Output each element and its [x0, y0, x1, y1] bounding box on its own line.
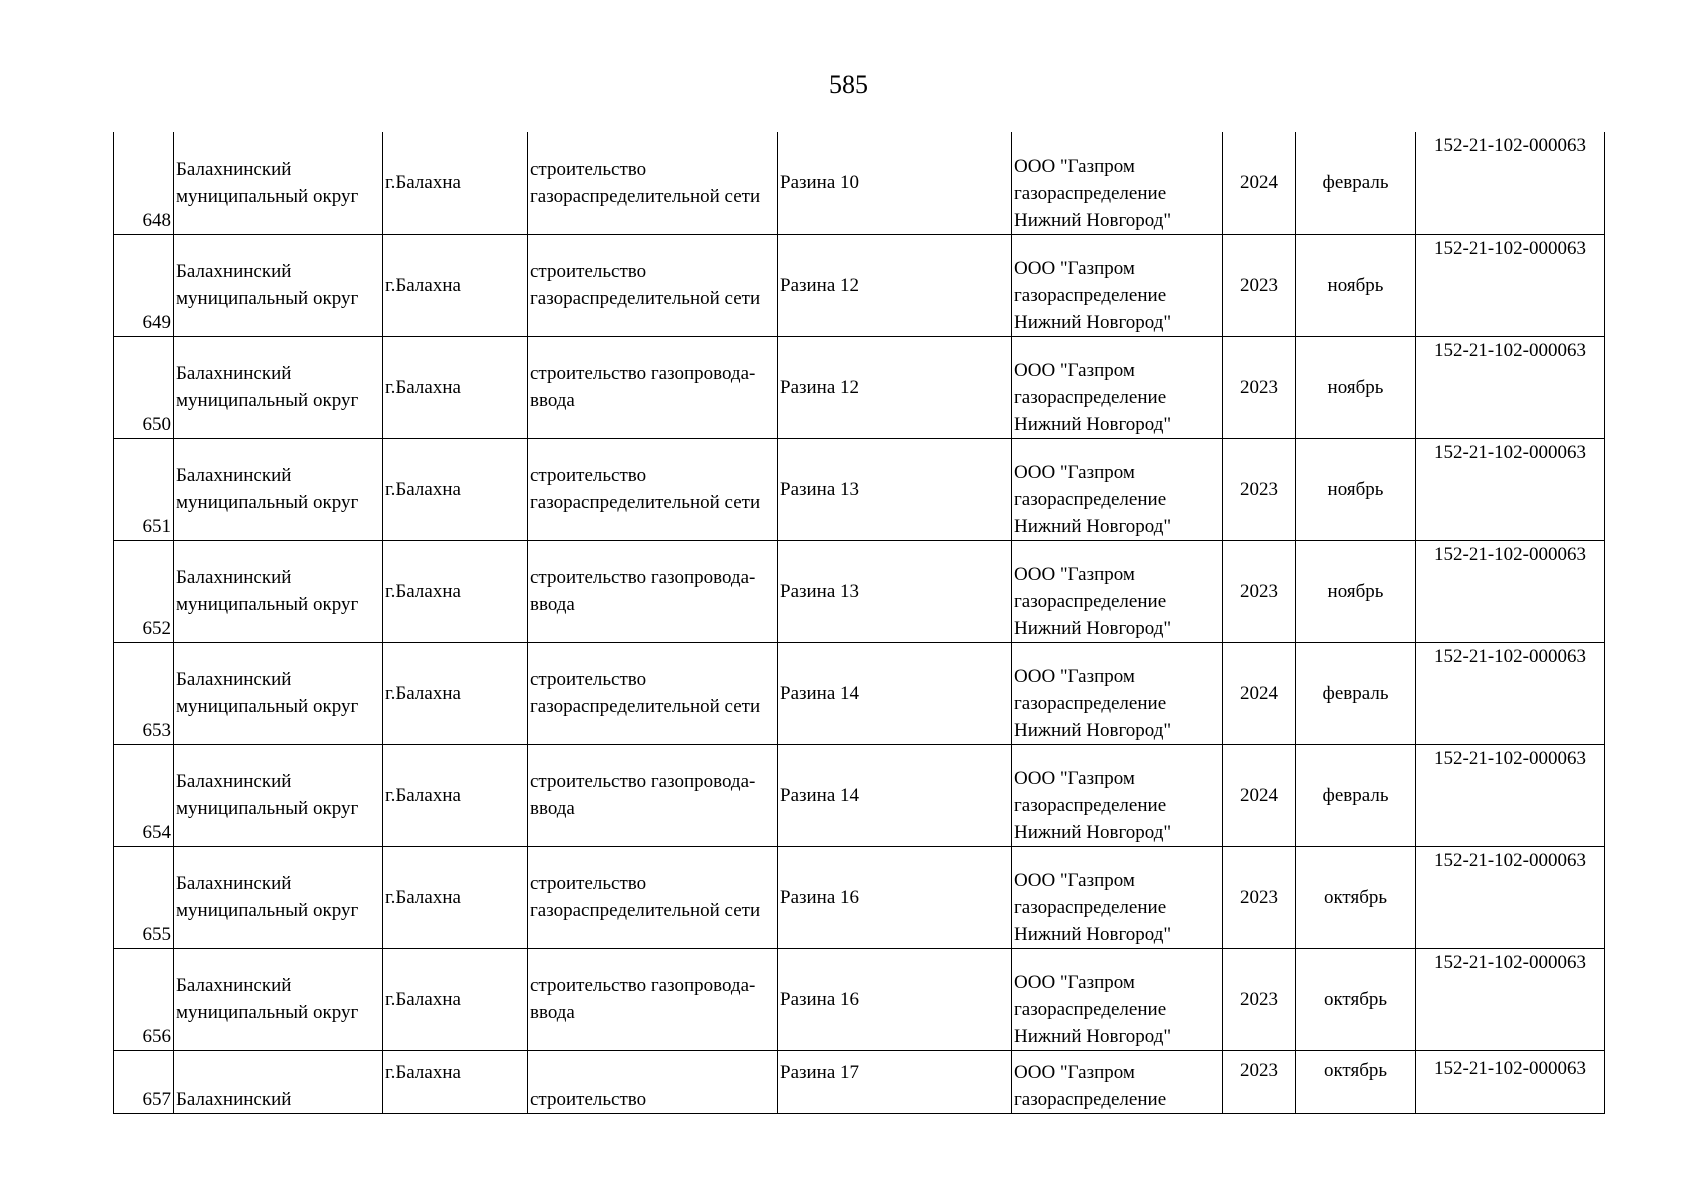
year-cell: 2023 [1223, 438, 1296, 540]
row-number-cell: 649 [114, 234, 174, 336]
district-cell [174, 540, 383, 642]
year-cell: 2024 [1223, 642, 1296, 744]
city-cell: г.Балахна [383, 540, 528, 642]
organization-cell-line: газораспределение [1014, 488, 1167, 510]
work-type-cell-line: ввода [530, 594, 575, 615]
work-type-cell-line: ввода [530, 1002, 575, 1023]
code-cell: 152-21-102-000063 [1416, 234, 1605, 336]
code-cell: 152-21-102-000063 [1416, 1050, 1605, 1113]
organization-cell [1012, 744, 1223, 846]
work-type-cell-line: строительство [530, 1088, 647, 1110]
work-type-cell-line: газораспределительной сети [530, 185, 761, 207]
year-cell: 2024 [1223, 744, 1296, 846]
month-cell: ноябрь [1296, 438, 1416, 540]
year-cell: 2023 [1223, 336, 1296, 438]
table-row [114, 540, 1605, 642]
district-cell-line: муниципальный округ [176, 594, 359, 615]
city-cell: г.Балахна [383, 846, 528, 948]
work-type-cell [528, 1050, 778, 1113]
table-row [114, 234, 1605, 336]
month-cell: февраль [1296, 132, 1416, 234]
registry-table [113, 132, 1605, 1114]
code-cell: 152-21-102-000063 [1416, 132, 1605, 234]
code-cell: 152-21-102-000063 [1416, 438, 1605, 540]
district-cell-line: муниципальный округ [176, 492, 359, 513]
street-cell: Разина 12 [778, 234, 1012, 336]
street-cell: Разина 13 [778, 438, 1012, 540]
organization-cell-line: ООО "Газпром [1014, 359, 1135, 381]
year-cell: 2023 [1223, 846, 1296, 948]
table-row [114, 948, 1605, 1050]
row-number-cell: 651 [114, 438, 174, 540]
work-type-cell-line: строительство [530, 261, 647, 282]
organization-cell-line: Нижний Новгород" [1014, 413, 1172, 435]
row-number-cell: 653 [114, 642, 174, 744]
work-type-cell-line: строительство газопровода- [530, 567, 756, 588]
district-cell [174, 132, 383, 234]
work-type-cell-line: строительство газопровода- [530, 363, 756, 384]
work-type-cell [528, 132, 778, 234]
organization-cell-line: газораспределение [1014, 386, 1167, 408]
district-cell-line: муниципальный округ [176, 288, 359, 309]
organization-cell-line: газораспределение [1014, 182, 1167, 204]
city-cell: г.Балахна [383, 132, 528, 234]
table-body [114, 132, 1605, 1113]
work-type-cell-line: ввода [530, 390, 575, 411]
district-cell [174, 234, 383, 336]
work-type-cell-line: строительство [530, 158, 647, 180]
district-cell-line: муниципальный округ [176, 185, 359, 207]
organization-cell-line: Нижний Новгород" [1014, 515, 1172, 537]
organization-cell-line: ООО "Газпром [1014, 461, 1135, 483]
work-type-cell-line: строительство [530, 465, 647, 486]
row-number-cell: 655 [114, 846, 174, 948]
organization-cell-line: газораспределение [1014, 794, 1167, 816]
code-cell: 152-21-102-000063 [1416, 846, 1605, 948]
district-cell [174, 642, 383, 744]
work-type-cell [528, 336, 778, 438]
district-cell-line: муниципальный округ [176, 798, 359, 819]
work-type-cell-line: ввода [530, 798, 575, 819]
work-type-cell-line: газораспределительной сети [530, 900, 761, 921]
table-row [114, 846, 1605, 948]
district-cell-line: Балахнинский [176, 465, 292, 486]
work-type-cell-line: строительство [530, 873, 647, 894]
district-cell-line: Балахнинский [176, 669, 292, 690]
organization-cell-line: ООО "Газпром [1014, 869, 1135, 891]
organization-cell-line: ООО "Газпром [1014, 155, 1135, 177]
district-cell-line: Балахнинский [176, 873, 292, 894]
street-cell: Разина 10 [778, 132, 1012, 234]
organization-cell-line: газораспределение [1014, 590, 1167, 612]
work-type-cell-line: строительство газопровода- [530, 771, 756, 792]
organization-cell-line: ООО "Газпром [1014, 563, 1135, 585]
code-cell: 152-21-102-000063 [1416, 948, 1605, 1050]
organization-cell-line: ООО "Газпром [1014, 971, 1135, 993]
district-cell-line: Балахнинский [176, 771, 292, 792]
organization-cell-line: Нижний Новгород" [1014, 617, 1172, 639]
street-cell: Разина 16 [778, 846, 1012, 948]
district-cell [174, 438, 383, 540]
month-cell: ноябрь [1296, 540, 1416, 642]
city-cell: г.Балахна [383, 1050, 528, 1113]
year-cell: 2023 [1223, 234, 1296, 336]
district-cell-line: муниципальный округ [176, 1002, 359, 1023]
work-type-cell-line: строительство [530, 669, 647, 690]
district-cell [174, 948, 383, 1050]
work-type-cell-line: строительство газопровода- [530, 975, 756, 996]
street-cell: Разина 14 [778, 642, 1012, 744]
table-row [114, 744, 1605, 846]
street-cell: Разина 16 [778, 948, 1012, 1050]
organization-cell-line: Нижний Новгород" [1014, 209, 1172, 231]
city-cell: г.Балахна [383, 744, 528, 846]
row-number-cell: 652 [114, 540, 174, 642]
code-cell: 152-21-102-000063 [1416, 540, 1605, 642]
row-number-cell: 657 [114, 1050, 174, 1113]
district-cell-line: Балахнинский [176, 1088, 292, 1110]
organization-cell-line: ООО "Газпром [1014, 257, 1135, 279]
city-cell: г.Балахна [383, 234, 528, 336]
organization-cell [1012, 1050, 1223, 1113]
code-cell: 152-21-102-000063 [1416, 744, 1605, 846]
work-type-cell [528, 540, 778, 642]
table-row [114, 1050, 1605, 1113]
organization-cell-line: Нижний Новгород" [1014, 1025, 1172, 1047]
organization-cell-line: газораспределение [1014, 896, 1167, 918]
month-cell: октябрь [1296, 948, 1416, 1050]
organization-cell [1012, 234, 1223, 336]
table-row [114, 642, 1605, 744]
month-cell: февраль [1296, 642, 1416, 744]
city-cell: г.Балахна [383, 438, 528, 540]
organization-cell [1012, 132, 1223, 234]
city-cell: г.Балахна [383, 642, 528, 744]
organization-cell [1012, 438, 1223, 540]
district-cell [174, 846, 383, 948]
code-cell: 152-21-102-000063 [1416, 336, 1605, 438]
organization-cell-line: газораспределение [1014, 998, 1167, 1020]
row-number-cell: 656 [114, 948, 174, 1050]
work-type-cell [528, 642, 778, 744]
district-cell [174, 336, 383, 438]
organization-cell-line: Нижний Новгород" [1014, 923, 1172, 945]
organization-cell-line: ООО "Газпром [1014, 665, 1135, 687]
street-cell: Разина 17 [778, 1050, 1012, 1113]
organization-cell-line: Нижний Новгород" [1014, 719, 1172, 741]
work-type-cell [528, 846, 778, 948]
organization-cell-line: газораспределение [1014, 1088, 1167, 1110]
organization-cell-line: ООО "Газпром [1014, 767, 1135, 789]
district-cell-line: Балахнинский [176, 158, 292, 180]
organization-cell [1012, 642, 1223, 744]
work-type-cell [528, 948, 778, 1050]
district-cell-line: муниципальный округ [176, 696, 359, 717]
year-cell: 2023 [1223, 540, 1296, 642]
month-cell: февраль [1296, 744, 1416, 846]
page-number: 585 [829, 70, 868, 99]
organization-cell-line: ООО "Газпром [1014, 1061, 1135, 1083]
work-type-cell-line: газораспределительной сети [530, 492, 761, 513]
district-cell-line: муниципальный округ [176, 900, 359, 921]
table-row [114, 132, 1605, 234]
city-cell: г.Балахна [383, 948, 528, 1050]
street-cell: Разина 14 [778, 744, 1012, 846]
organization-cell [1012, 846, 1223, 948]
district-cell-line: муниципальный округ [176, 390, 359, 411]
year-cell: 2023 [1223, 1050, 1296, 1113]
table-row [114, 438, 1605, 540]
organization-cell [1012, 948, 1223, 1050]
organization-cell-line: газораспределение [1014, 284, 1167, 306]
organization-cell-line: Нижний Новгород" [1014, 311, 1172, 333]
table-row [114, 336, 1605, 438]
street-cell: Разина 13 [778, 540, 1012, 642]
district-cell [174, 1050, 383, 1113]
organization-cell-line: газораспределение [1014, 692, 1167, 714]
district-cell [174, 744, 383, 846]
year-cell: 2023 [1223, 948, 1296, 1050]
organization-cell [1012, 540, 1223, 642]
row-number-cell: 648 [114, 132, 174, 234]
district-cell-line: Балахнинский [176, 567, 292, 588]
row-number-cell: 654 [114, 744, 174, 846]
city-cell: г.Балахна [383, 336, 528, 438]
work-type-cell [528, 234, 778, 336]
work-type-cell-line: газораспределительной сети [530, 696, 761, 717]
organization-cell [1012, 336, 1223, 438]
street-cell: Разина 12 [778, 336, 1012, 438]
work-type-cell [528, 438, 778, 540]
district-cell-line: Балахнинский [176, 975, 292, 996]
work-type-cell [528, 744, 778, 846]
row-number-cell: 650 [114, 336, 174, 438]
month-cell: октябрь [1296, 846, 1416, 948]
month-cell: ноябрь [1296, 234, 1416, 336]
district-cell-line: Балахнинский [176, 363, 292, 384]
organization-cell-line: Нижний Новгород" [1014, 821, 1172, 843]
code-cell: 152-21-102-000063 [1416, 642, 1605, 744]
month-cell: ноябрь [1296, 336, 1416, 438]
month-cell: октябрь [1296, 1050, 1416, 1113]
work-type-cell-line: газораспределительной сети [530, 288, 761, 309]
district-cell-line: Балахнинский [176, 261, 292, 282]
year-cell: 2024 [1223, 132, 1296, 234]
